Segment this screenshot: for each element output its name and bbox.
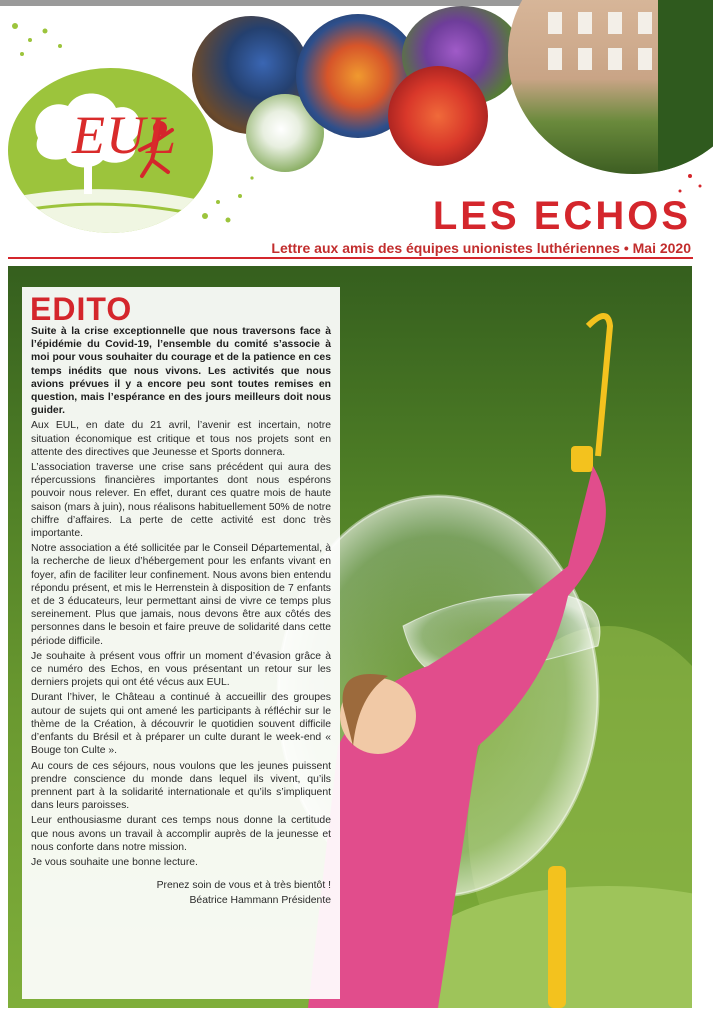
edito-paragraph: Leur enthousiasme durant ces temps nous donne la certitude que nous avons un travail à accomplir auprès de la jeunesse et nous conforte dans notre mission. [31,815,331,853]
logo-circle [8,68,213,233]
logo-text: EUL [72,105,178,165]
edito-paragraph: Notre association a été sollicitée par le Conseil Départemental, à la recherche de lieux d’hébergement pour les enfants vivant en foyer, afin de faciliter leur confinement. Nous avons bien entendu répondu présent, et mis le Herrenstein à disposition de 7 enfants et de 3 éducateurs, leur permettant ainsi de vivre ce temps plus sereinement. Plus que jamais, nous devons être aux côtés des personnes dans le besoin et faire preuve de solidarité dans cette période difficile. [31,543,331,647]
edito-closing: Prenez soin de vous et à très bientôt ! [156,880,331,892]
chateau-windows [508,0,713,174]
header [0,6,713,256]
photo-red-painting [388,66,488,166]
edito-paragraph: Je souhaite à présent vous offrir un moment d’évasion grâce à ce numéro des Echos, en vous présentant un retour sur les derniers projets qui ont été vécus aux EUL. [31,650,331,689]
edito-text [31,325,331,910]
edito-paragraph: Durant l’hiver, le Château a continué à accueillir des groupes autour de sujets qui ont amené les participants à réfléchir sur le thème de la Création, à découvrir le quotidien souvent difficile d’enfants du Brésil et à préparer un culte durant le week-end « Bouge ton Culte ». [31,692,331,757]
newsletter-subtitle: Lettre aux amis des équipes unionistes luthériennes • Mai 2020 [271,240,691,256]
edito-paragraph: Au cours de ces séjours, nous voulons que les jeunes puissent prendre conscience du monde dans lequel ils vivent, qu’ils prennent part à la solidarité internationale et qu’ils s’impliquent dans leurs paroisses. [31,760,331,812]
edito-box [22,287,340,999]
edito-lead: Suite à la crise exceptionnelle que nous traversons face à l’épidémie du Covid-19, l’ensemble du comité s’associe à moi pour vous souhaiter du courage et de la patience en ces temps inédits que nous vivons. Les activités que nous avions prévues il y a encore peu sont toutes remises en question, mais l’espérance en des jours meilleurs doit nous guider. [31,326,331,417]
newsletter-title: LES ECHOS [432,194,691,238]
edito-heading: EDITO [30,291,133,327]
edito-paragraph: L’association traverse une crise sans précédent qui aura des répercussions financières importantes dont nous espérons pouvoir nous relever. En effet, durant ces quatre mois de haute saison (mars à juin), nous réalisons habituellement 50% de notre chiffre d’affaires. La perte de cette activité est donc très importante. [31,462,331,540]
edito-signature: Béatrice Hammann Présidente [189,895,331,907]
edito-paragraph: Je vous souhaite une bonne lecture. [31,856,198,868]
photo-chateau [508,0,713,174]
header-divider [8,257,693,259]
edito-paragraph: Aux EUL, en date du 21 avril, l’avenir est incertain, notre situation économique est critique et tous nos projets sont en attente des directives que Jeunesse et Sports donnera. [31,420,331,458]
